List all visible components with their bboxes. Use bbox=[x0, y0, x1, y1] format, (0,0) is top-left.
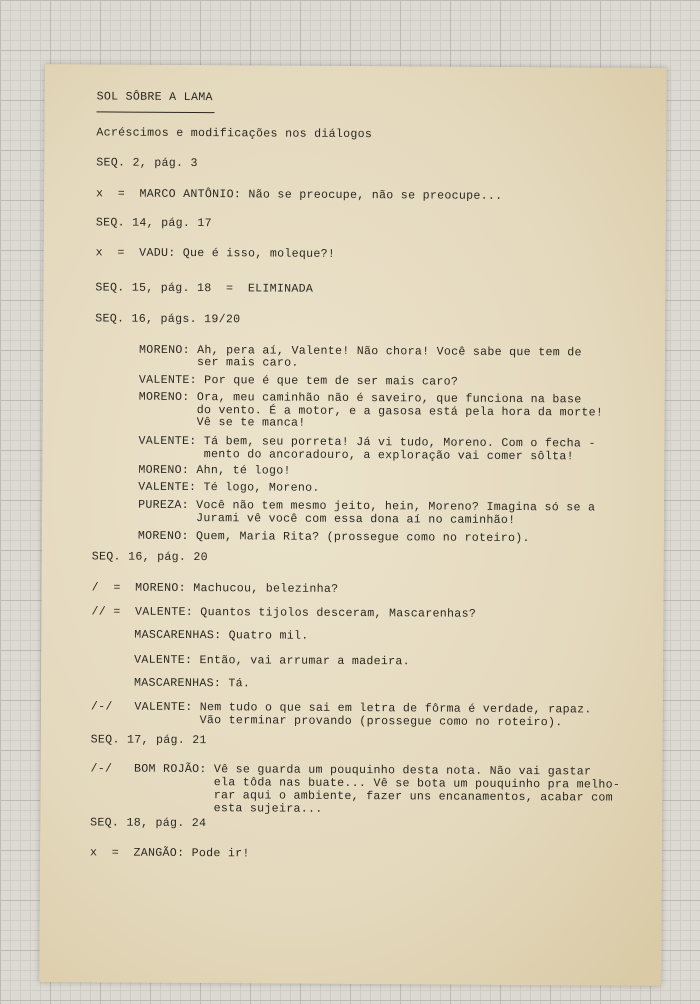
typewritten-page bbox=[39, 64, 667, 986]
dialogue-line: /-/ VALENTE: Nem tudo o que sai em letra de fôrma é verdade, rapaz. bbox=[90, 700, 592, 717]
dialogue-line: Vão terminar provando (prossegue como no roteiro). bbox=[90, 713, 563, 730]
dialogue-line: esta sujeira... bbox=[90, 801, 323, 816]
dialogue-line: MASCARENHAS: Quatro mil. bbox=[134, 628, 309, 643]
sequence-heading: SEQ. 16, págs. 19/20 bbox=[95, 312, 241, 327]
dialogue-line: // = VALENTE: Quantos tijolos desceram, Mascarenhas? bbox=[91, 605, 477, 621]
sequence-heading: SEQ. 14, pág. 17 bbox=[95, 216, 213, 231]
dialogue-line: do vento. É a motor, e a gasosa está pela hora da morte! bbox=[138, 403, 604, 420]
dialogue-line: rar aqui o ambiente, fazer uns encanamentos, acabar com bbox=[90, 788, 613, 805]
dialogue-line: MORENO: Ahn, té logo! bbox=[138, 463, 291, 478]
dialogue-line: VALENTE: Então, vai arrumar a madeira. bbox=[134, 653, 410, 669]
dialogue-line: Vê se te manca! bbox=[138, 415, 306, 430]
dialogue-line: VALENTE: Por que é que tem de ser mais caro? bbox=[138, 373, 459, 389]
sequence-heading: SEQ. 16, pág. 20 bbox=[91, 550, 208, 565]
dialogue-line: x = ZANGÃO: Pode ir! bbox=[89, 846, 250, 861]
dialogue-line: MASCARENHAS: Tá. bbox=[133, 676, 251, 691]
dialogue-line: Jurami vê você com essa dona aí no caminhão! bbox=[137, 511, 516, 527]
document-subtitle: Acréscimos e modificações nos diálogos bbox=[96, 126, 373, 142]
title-underline bbox=[97, 111, 215, 113]
dialogue-line: PUREZA: Você não tem mesmo jeito, hein, Moreno? Imagina só se a bbox=[138, 498, 596, 515]
dialogue-line: MORENO: Ah, pera aí, Valente! Não chora! Você sabe que tem de bbox=[139, 343, 582, 360]
sequence-heading: SEQ. 15, pág. 18 = ELIMINADA bbox=[95, 281, 314, 296]
dialogue-line: MORENO: Quem, Maria Rita? (prossegue como no roteiro). bbox=[137, 529, 530, 546]
dialogue-line: x = VADU: Que é isso, moleque?! bbox=[95, 246, 336, 261]
sequence-heading: SEQ. 18, pág. 24 bbox=[90, 816, 207, 831]
document-title: SOL SÔBRE A LAMA bbox=[96, 90, 213, 105]
dialogue-line: MORENO: Ora, meu caminhão não é saveiro, que funciona na base bbox=[138, 390, 582, 407]
sequence-heading: SEQ. 2, pág. 3 bbox=[96, 156, 198, 171]
dialogue-line: / = MORENO: Machucou, belezinha? bbox=[91, 581, 339, 596]
dialogue-line: VALENTE: Té logo, Moreno. bbox=[138, 480, 320, 495]
dialogue-line: mento do ancoradouro, a exploração vai comer sôlta! bbox=[138, 447, 574, 464]
sequence-heading: SEQ. 17, pág. 21 bbox=[90, 733, 207, 748]
dialogue-line: VALENTE: Tá bem, seu porreta! Já vi tudo, Moreno. Com o fecha - bbox=[138, 434, 596, 451]
dialogue-line: /-/ BOM ROJÃO: Vê se guarda um pouquinho desta nota. Não vai gastar bbox=[90, 762, 592, 779]
dialogue-line: ela tôda nas buate... Vê se bota um pouquinho pra melho- bbox=[90, 775, 621, 792]
dialogue-line: ser mais caro. bbox=[138, 355, 299, 370]
dialogue-line: x = MARCO ANTÔNIO: Não se preocupe, não se preocupe... bbox=[95, 187, 503, 203]
